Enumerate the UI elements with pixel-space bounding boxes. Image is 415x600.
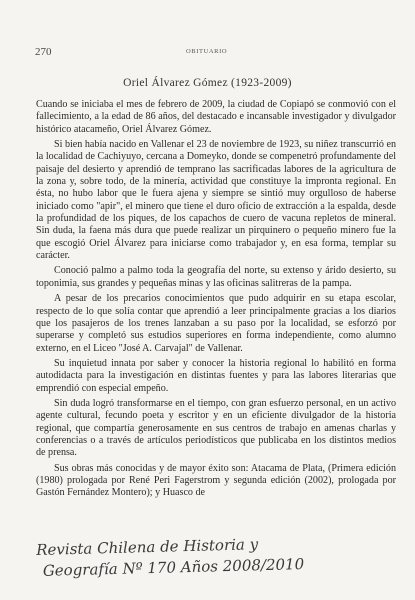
running-header: OBITUARIO — [186, 48, 228, 55]
paragraph-3: Conoció palmo a palmo toda la geografía del norte, su extenso y árido desierto, su toponimia, sus grandes y pequeñas minas y las oficinas salitreras de la pampa. — [36, 265, 396, 289]
paragraph-2: Si bien había nacido en Vallenar el 23 de noviembre de 1923, su niñez transcurrió en la localidad de Cachiyuyo, cercana a Domeyko, donde se compenetró profundamente del paisaje del desierto y aprendió de temprano las sacrificadas labores de la agricultura de la zona y, sobre todo, de la minería, actividad que constituye la impronta regional. En ésta, no hubo labor que le fuera ajena y siempre se sintió muy orgulloso de haberse iniciado como "apir", el minero que tiene el duro oficio de extracción a la espalda, desde la profundidad de los piques, de los capachos de cuero de vacuna repletos de mineral. Sin duda, la faena más dura que puede realizar un pirquinero o pequeño minero fue la que escogió Oriel Álvarez para iniciarse como trabajador y, en esa forma, templar su carácter. — [36, 139, 396, 262]
handwritten-line-1: Revista Chilena de Historia y — [36, 535, 259, 559]
paragraph-6: Sin duda logró transformarse en el tiempo, con gran esfuerzo personal, en un activo agente cultural, fecundo poeta y escritor y en un eficiente divulgador de la historia regional, que compartía generosamente en sus centros de trabajo en amenas charlas y conferencias o a través de artículos periodísticos que publicaba en los distintos medios de prensa. — [36, 397, 396, 459]
paragraph-5: Su inquietud innata por saber y conocer la historia regional lo habilitó en forma autodidacta para la investigación en distintas fuentes y para las labores literarias que emprendió con especial empeño. — [36, 357, 396, 394]
paragraph-1: Cuando se iniciaba el mes de febrero de 2009, la ciudad de Copiapó se conmovió con el fallecimiento, a la edad de 86 años, del destacado e incansable investigador y divulgador histórico atacameño, Oriel Álvarez Gómez. — [36, 99, 396, 135]
paragraph-7: Sus obras más conocidas y de mayor éxito son: Atacama de Plata, (Primera edición (1980) prologada por René Peri Fagerstrom y segunda edición (2002), prologada por Gastón Fernández Montero); y Huasco de — [36, 462, 396, 499]
page-number: 270 — [35, 46, 52, 58]
article-title: Oriel Álvarez Gómez (1923-2009) — [123, 77, 292, 89]
handwritten-line-2: Geografía Nº 170 Años 2008/2010 — [42, 554, 305, 580]
handwritten-citation-note — [36, 530, 407, 582]
article-body — [36, 99, 396, 503]
paragraph-4: A pesar de los precarios conocimientos que pudo adquirir en su etapa escolar, respecto de lo que solía contar que aprendió a leer principalmente gracias a los diarios que los pasajeros de los trenes lanzaban a su paso por la localidad, se esforzó por superarse y completó sus estudios superiores en forma independiente, como alumno externo, en el Liceo "José A. Carvajal" de Vallenar. — [36, 293, 396, 354]
